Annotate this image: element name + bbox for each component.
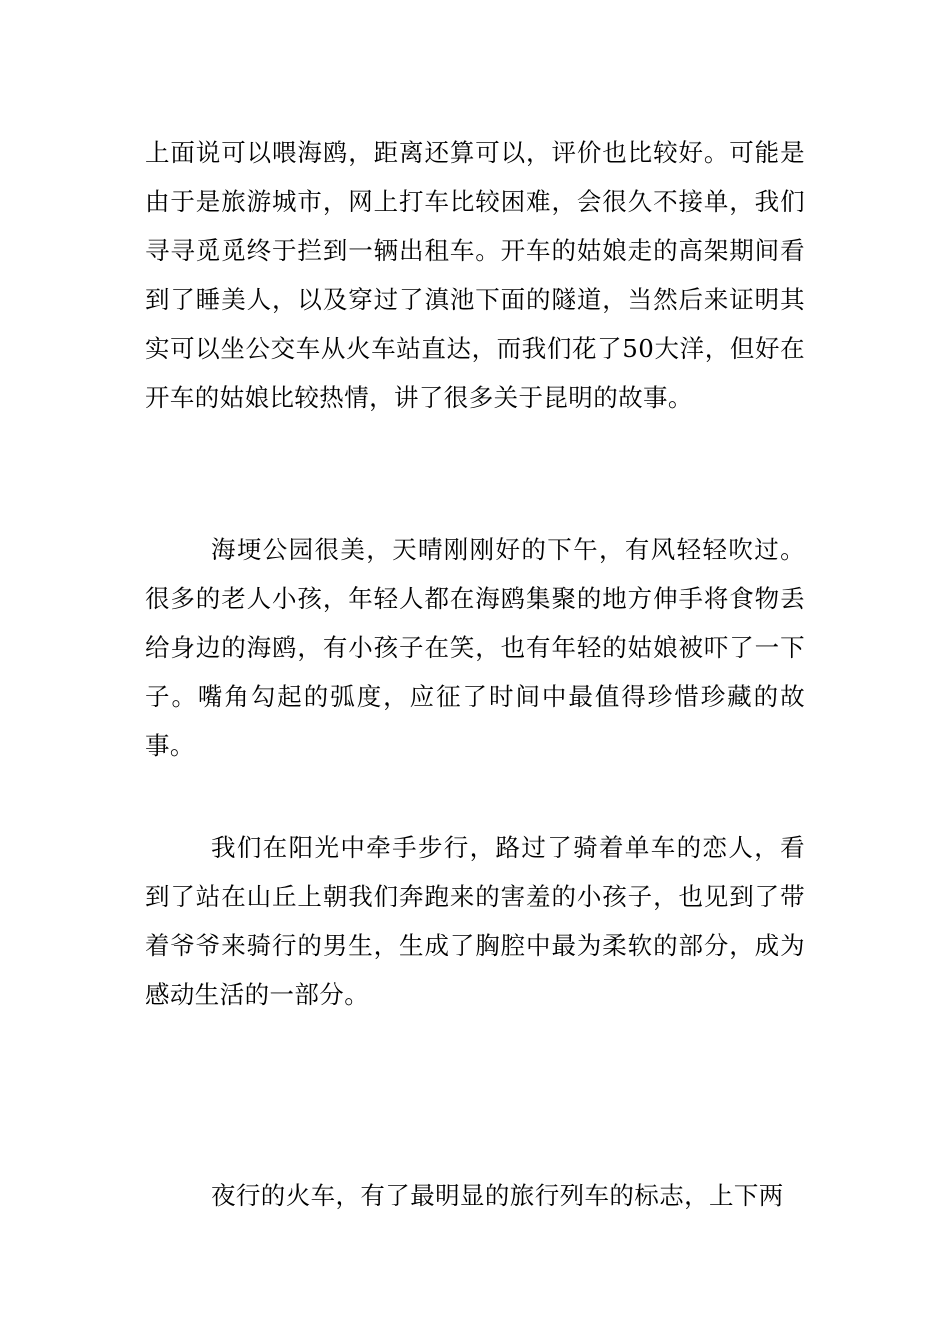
paragraph-haigeng-park: 海埂公园很美，天晴刚刚好的下午，有风轻轻吹过。很多的老人小孩，年轻人都在海鸥集聚的地方伸手将食物丢给身边的海鸥，有小孩子在笑，也有年轻的姑娘被吓了一下子。嘴角勾起的弧度，应征了时间中最值得珍惜珍藏的故事。 bbox=[145, 535, 805, 760]
paragraph-taxi-ride: 上面说可以喂海鸥，距离还算可以，评价也比较好。可能是由于是旅游城市，网上打车比较困难，会很久不接单，我们寻寻觅觅终于拦到一辆出租车。开车的姑娘走的高架期间看到了睡美人，以及穿过了滇池下面的隧道，当然后来证明其实可以坐公交车从火车站直达，而我们花了50大洋，但好在开车的姑娘比较热情，讲了很多关于昆明的故事。 bbox=[145, 138, 805, 412]
paragraph-night-train: 夜行的火车，有了最明显的旅行列车的标志，上下两 bbox=[211, 1181, 784, 1210]
paragraph-walking-sunshine: 我们在阳光中牵手步行，路过了骑着单车的恋人，看到了站在山丘上朝我们奔跑来的害羞的小孩子，也见到了带着爷爷来骑行的男生，生成了胸腔中最为柔软的部分，成为感动生活的一部分。 bbox=[145, 833, 805, 1009]
